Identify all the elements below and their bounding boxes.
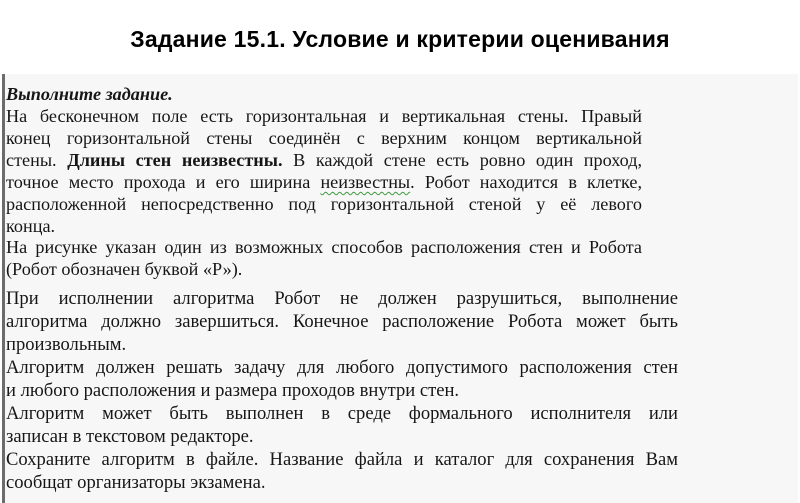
requirement-line: При исполнении алгоритма Робот не должен разрушиться, выполнение	[6, 288, 678, 309]
task-line	[6, 150, 642, 172]
requirement-line: записан в текстовом редакторе.	[6, 426, 254, 447]
requirement-line: и любого расположения и размера проходов внутри стен.	[6, 380, 460, 401]
task-line: На бесконечном поле есть горизонтальная и вертикальная стены. Правый	[6, 106, 642, 126]
task-heading-text: Выполните задание.	[6, 84, 173, 104]
scan-left-edge	[2, 74, 5, 503]
task-line	[6, 172, 642, 194]
task-line3-suffix: В каждой стене есть ровно один проход,	[293, 150, 643, 170]
task-heading	[6, 84, 642, 106]
task-line4-suffix: . Робот находится в клетке,	[410, 172, 642, 192]
task-line: конца.	[6, 216, 56, 236]
task-line4-underlined: неизвестны	[320, 172, 411, 192]
scanned-document	[2, 74, 798, 503]
task-line: расположенной непосредственно под горизонтальной стеной у её левого	[6, 194, 642, 214]
task-line3-bold: Длины стен неизвестны.	[67, 150, 283, 170]
requirement-line: произвольным.	[6, 334, 127, 355]
task-line: (Робот обозначен буквой «Р»).	[6, 259, 243, 279]
requirement-line: Сохраните алгоритм в файле. Название файла и каталог для сохранения Вам	[6, 449, 678, 470]
requirement-line: алгоритма должно завершиться. Конечное расположение Робота может быть	[6, 311, 678, 332]
requirement-line: сообщат организаторы экзамена.	[6, 472, 266, 493]
task-line: конец горизонтальной стены соединён с верхним концом вертикальной	[6, 128, 642, 148]
task-line3-prefix: стены.	[6, 150, 57, 170]
task-line4-prefix: точное место прохода и его ширина	[6, 172, 311, 192]
slide-title: Задание 15.1. Условие и критерии оценивания	[130, 26, 670, 52]
requirement-line: Алгоритм должен решать задачу для любого допустимого расположения стен	[6, 357, 678, 378]
requirement-line: Алгоритм может быть выполнен в среде формального исполнителя или	[6, 403, 678, 424]
task-line: На рисунке указан один из возможных способов расположения стен и Робота	[6, 237, 642, 257]
